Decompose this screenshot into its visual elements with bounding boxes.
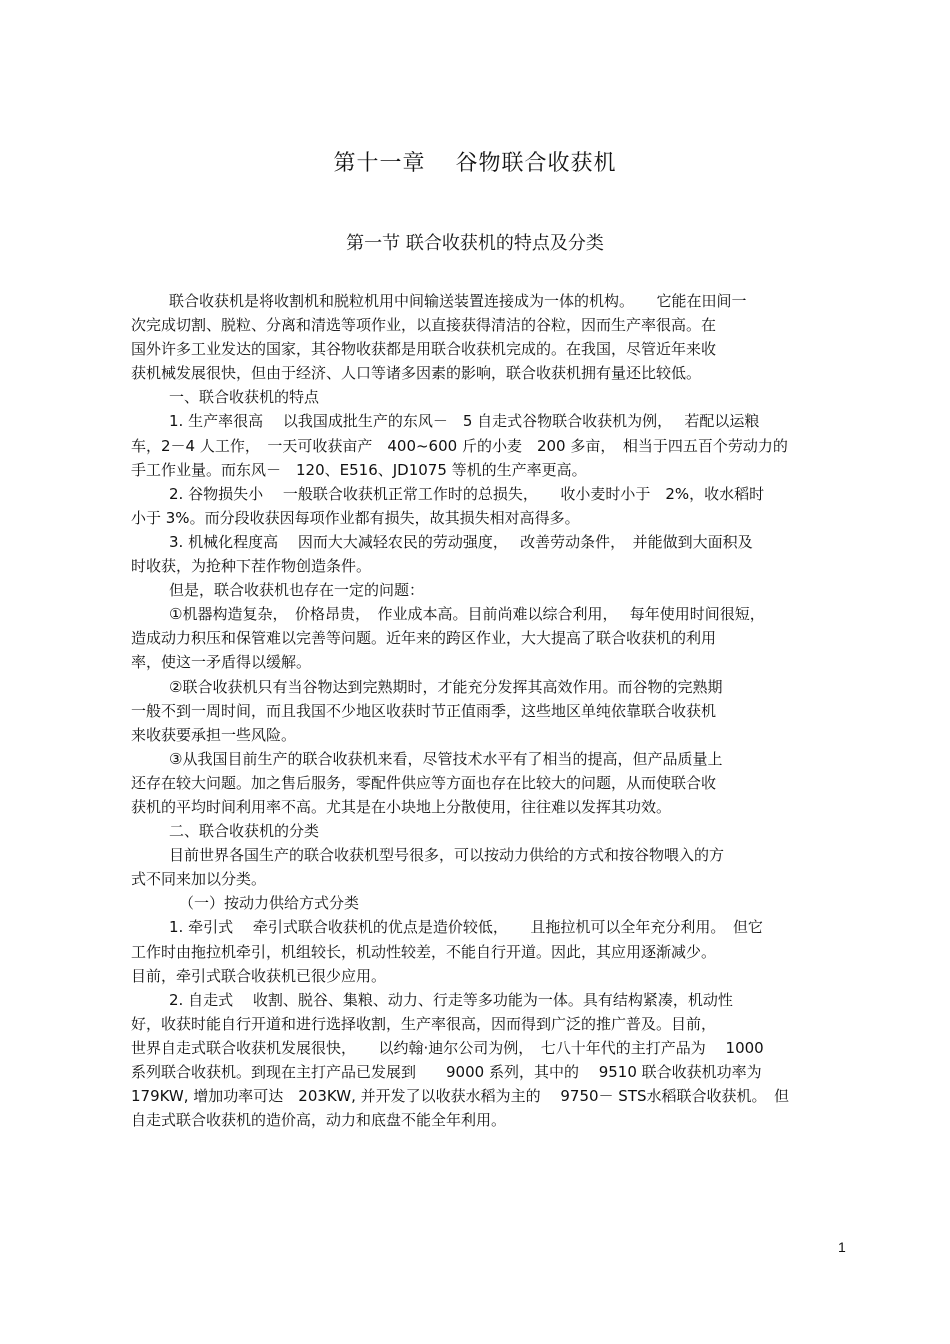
text-line: 次完成切割、脱粒、分离和清选等项作业，以直接获得清洁的谷粒，因而生产率很高。在 (131, 316, 717, 335)
body-text (131, 289, 851, 1132)
text-line: 系列联合收获机。到现在主打产品已发展到 9000 系列，其中的 9510 联合收获机功率为 (131, 1063, 762, 1081)
text-line: 式不同来加以分类。 (131, 870, 267, 889)
text-line: 自走式联合收获机的造价高，动力和底盘不能全年利用。 (131, 1111, 507, 1130)
text-line: 造成动力积压和保管难以完善等问题。近年来的跨区作业，大大提高了联合收获机的利用 (131, 629, 717, 648)
text-line: 目前，牵引式联合收获机已很少应用。 (131, 966, 387, 985)
text-line: ③从我国目前生产的联合收获机来看，尽管技术水平有了相当的提高，但产品质量上 (169, 749, 723, 768)
text-line: 工作时由拖拉机牵引，机组较长，机动性较差，不能自行开道。因此，其应用逐渐减少。 (131, 942, 717, 961)
text-line: 来收获要承担一些风险。 (131, 725, 297, 744)
text-line: 好，收获时能自行开道和进行选择收割，生产率很高，因而得到广泛的推广普及。目前， (131, 1014, 717, 1033)
text-line: 率，使这一矛盾得以缓解。 (131, 653, 312, 672)
text-line: 二、联合收获机的分类 (169, 822, 320, 841)
text-line: 世界自走式联合收获机发展很快， 以约翰·迪尔公司为例， 七八十年代的主打产品为 1000 (131, 1038, 764, 1057)
text-line: ①机器构造复杂， 价格昂贵， 作业成本高。目前尚难以综合利用， 每年使用时间很短， (169, 605, 765, 624)
text-line: 车，2－4 人工作， 一天可收获亩产 400~600 斤的小麦 200 多亩， 相当于四五百个劳动力的 (131, 436, 788, 455)
section-title: 第一节 联合收获机的特点及分类 (346, 233, 604, 254)
chapter-number: 第十一章 (333, 151, 426, 176)
text-line: ②联合收获机只有当谷物达到完熟期时，才能充分发挥其高效作用。而谷物的完熟期 (169, 677, 723, 696)
text-line: 获机械发展很快，但由于经济、人口等诸多因素的影响，联合收获机拥有量还比较低。 (131, 364, 702, 383)
text-line: 还存在较大问题。加之售后服务，零配件供应等方面也存在比较大的问题，从而使联合收 (131, 773, 717, 792)
text-line: 一般不到一周时间，而且我国不少地区收获时节正值雨季，这些地区单纯依靠联合收获机 (131, 701, 717, 720)
text-line: （一）按动力供给方式分类 (179, 894, 360, 913)
text-line: 1. 牵引式 牵引式联合收获机的优点是造价较低， 且拖拉机可以全年充分利用。 但它 (169, 918, 763, 937)
text-line: 1. 生产率很高 以我国成批生产的东风－ 5 自走式谷物联合收获机为例， 若配以运粮 (169, 412, 760, 431)
text-line: 3. 机械化程度高 因而大大减轻农民的劳动强度， 改善劳动条件， 并能做到大面积及 (169, 532, 753, 551)
text-line: 2. 自走式 收割、脱谷、集粮、动力、行走等多功能为一体。具有结构紧凑，机动性 (169, 990, 733, 1009)
text-line: 国外许多工业发达的国家，其谷物收获都是用联合收获机完成的。在我国，尽管近年来收 (131, 340, 717, 359)
text-line: 时收获，为抢种下茬作物创造条件。 (131, 557, 372, 576)
text-line: 联合收获机是将收割机和脱粒机用中间输送装置连接成为一体的机构。 它能在田间一 (169, 292, 747, 310)
text-line: 小于 3%。而分段收获因每项作业都有损失，故其损失相对高得多。 (131, 508, 580, 527)
text-line: 但是，联合收获机也存在一定的问题： (169, 581, 425, 600)
text-line: 2. 谷物损失小 一般联合收获机正常工作时的总损失， 收小麦时小于 2%，收水稻时 (169, 484, 765, 503)
text-line: 手工作业量。而东风－ 120、E516、JD1075 等机的生产率更高。 (131, 460, 587, 479)
text-line: 179KW, 增加功率可达 203KW, 并开发了以收获水稻为主的 9750－ STS水稻联合收获机。 但 (131, 1087, 790, 1106)
text-line: 获机的平均时间利用率不高。尤其是在小块地上分散使用，往往难以发挥其功效。 (131, 797, 672, 816)
chapter-title (0, 146, 950, 177)
chapter-name: 谷物联合收获机 (455, 151, 617, 176)
text-line: 一、联合收获机的特点 (169, 388, 320, 407)
page-number: 1 (838, 1239, 846, 1255)
text-line: 目前世界各国生产的联合收获机型号很多，可以按动力供给的方式和按谷物喂入的方 (169, 846, 725, 865)
